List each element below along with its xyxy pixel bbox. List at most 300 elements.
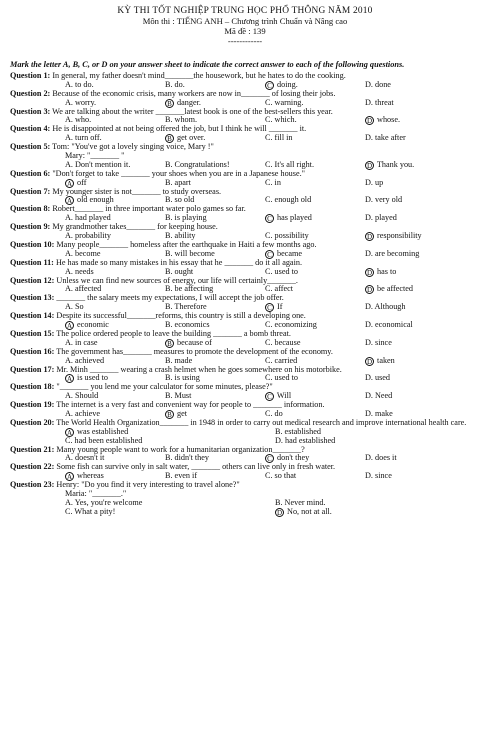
answer-option[interactable] [365,303,465,312]
answer-option-text: D. played [365,213,397,223]
circled-answer-letter: A [66,179,73,188]
question-dialogue-line: Maria: "_______." [65,488,127,498]
answer-option[interactable] [65,285,165,294]
answer-option[interactable] [65,214,165,223]
answer-option-text: D. had established [275,435,336,445]
question-item [10,108,480,126]
circled-answer-letter: C [265,250,274,259]
answer-option[interactable] [365,81,465,90]
question-text: Unless we can find new sources of energy, our life will certainly_______. [54,276,298,285]
question-text: Despite its successful_______reforms, this country is still a developing one. [54,312,306,321]
circled-answer-letter: D [366,357,373,366]
answer-option-text: D. are becoming [365,248,420,258]
answer-option-text: A. Should [65,391,99,401]
answer-option-text: old enough [75,195,114,205]
circled-answer-letter: C [265,303,274,312]
answer-option[interactable] [165,303,265,312]
answer-option[interactable] [365,321,465,330]
answer-option[interactable] [65,179,165,188]
question-number: Question 2: [10,89,51,98]
question-item [10,366,480,384]
answer-option-text: D. very old [365,195,403,205]
question-item [10,419,480,446]
circled-answer-letter: D [366,117,373,126]
answer-options-row [10,232,480,241]
question-text: _______ the salary meets my expectations, I will accept the job offer. [54,294,284,303]
answer-option[interactable] [265,179,365,188]
answer-option-text: D. threat [365,97,394,107]
question-item [10,125,480,143]
circled-answer-letter: C [265,392,274,401]
answer-option-text: B. Never mind. [275,497,326,507]
question-text: The internet is a very fast and convenient way for people to _______ information. [54,401,325,410]
answer-option[interactable] [65,232,165,241]
answer-option[interactable] [165,410,265,419]
answer-option-text: A. affected [65,284,102,294]
answer-option-text: A. who. [65,115,92,125]
circled-answer-letter: A [66,321,73,330]
answer-option-text: C. do [265,408,283,418]
answer-option-text: B. ability [165,230,196,240]
answer-option[interactable] [165,339,265,348]
question-number: Question 6: [10,169,51,178]
answer-option[interactable] [65,116,165,125]
answer-option[interactable] [365,357,465,366]
answer-options-row [10,357,480,366]
answer-option[interactable] [165,179,265,188]
answer-option[interactable] [65,196,165,205]
question-number: Question 5: [10,143,51,152]
answer-option[interactable] [365,454,465,463]
answer-option-text: danger. [175,97,201,107]
answer-option[interactable] [265,285,365,294]
question-item [10,330,480,348]
answer-options-row [10,508,480,517]
circled-answer-letter: C [265,81,274,90]
question-item [10,463,480,481]
answer-option[interactable] [365,285,465,294]
answer-option[interactable] [265,196,365,205]
question-item [10,294,480,312]
circled-answer-letter: B [165,410,174,419]
answer-option-text: responsibility [375,230,422,240]
circled-answer-letter: A [66,197,73,206]
answer-option[interactable] [65,250,165,259]
answer-option-text: B. made [165,355,193,365]
answer-option-text: D. take after [365,133,406,143]
question-text: "_______ you lend me your calculator for some minutes, please?" [54,383,273,392]
question-text: The government has_______ measures to promote the development of the economy. [54,347,333,356]
answer-option-text: A. to do. [65,79,94,89]
answer-option-text: A. Don't mention it. [65,159,131,169]
circled-answer-letter: B [165,99,174,108]
answer-option[interactable] [275,508,485,517]
question-item [10,383,480,401]
exam-subject: Môn thi : TIẾNG ANH – Chương trình Chuẩn và Nâng cao [142,16,348,26]
answer-option-text: whereas [75,471,104,481]
question-number: Question 18: [10,383,55,392]
answer-option[interactable] [65,392,165,401]
answer-option-text: A. become [65,248,101,258]
answer-option[interactable] [365,250,465,259]
answer-option[interactable] [165,472,265,481]
answer-option[interactable] [265,116,365,125]
answer-option[interactable] [65,454,165,463]
answer-option[interactable] [65,339,165,348]
answer-option[interactable] [265,357,365,366]
answer-options-row [10,196,480,205]
answer-option-text: B. whom. [165,115,198,125]
answer-option[interactable] [265,268,365,277]
answer-option-text: A. turn off. [65,133,102,143]
answer-options-row [10,303,480,312]
exam-code: Mã đề : 139 [224,26,266,36]
answer-option[interactable] [265,472,365,481]
answer-option[interactable] [65,268,165,277]
answer-options-row [10,250,480,259]
answer-option[interactable] [265,250,365,259]
question-number: Question 15: [10,329,55,338]
circled-answer-letter: B [165,134,174,143]
question-item [10,90,480,108]
answer-option[interactable] [165,196,265,205]
answer-option-text: B. didn't they [165,453,210,463]
answer-option[interactable] [365,179,465,188]
answer-option-text: taken [375,355,395,365]
question-number: Question 23: [10,481,55,490]
answer-option-text: B. do. [165,79,185,89]
answer-option-text: was established [75,426,129,436]
answer-option-text: get [175,408,188,418]
answer-option-text: C. had been established [65,435,143,445]
question-item [10,188,480,206]
answer-option[interactable] [165,268,265,277]
answer-option-text: B. is playing [165,213,207,223]
answer-option-text: C. because [265,337,301,347]
answer-option-text: Thank you. [375,159,415,169]
question-number: Question 3: [10,107,51,116]
question-number: Question 9: [10,223,51,232]
answer-option-text: get over. [175,133,206,143]
answer-option[interactable] [265,410,365,419]
answer-option[interactable] [65,81,165,90]
question-number: Question 14: [10,312,55,321]
question-item [10,401,480,419]
circled-answer-letter: D [366,161,373,170]
question-list [10,72,480,517]
answer-option-text: has played [275,213,312,223]
circled-answer-letter: C [265,454,274,463]
question-number: Question 20: [10,418,55,427]
answer-options-row [10,374,480,383]
circled-answer-letter: D [366,268,373,277]
circled-answer-letter: C [265,214,274,223]
answer-option[interactable] [365,374,465,383]
answer-option-text: A. probability [65,230,111,240]
question-number: Question 13: [10,294,55,303]
answer-option-text: D. done [365,79,391,89]
answer-options-row [10,268,480,277]
answer-option-text: economic [75,319,109,329]
answer-option[interactable] [165,357,265,366]
answer-option[interactable] [65,374,165,383]
answer-option[interactable] [165,250,265,259]
answer-option-text: C. affect [265,284,294,294]
circled-answer-letter: D [276,508,283,517]
question-item [10,446,480,464]
answer-option-text: B. so old [165,195,195,205]
answer-option-text: D. up [365,177,384,187]
answer-option-text: whose. [375,115,401,125]
answer-options-row [10,116,480,125]
question-item [10,72,480,90]
answer-option-text: doing. [275,79,298,89]
answer-option-text: D. make [365,408,393,418]
answer-option-text: No, not at all. [285,506,332,516]
question-item [10,223,480,241]
question-number: Question 1: [10,72,51,80]
question-number: Question 21: [10,445,55,454]
answer-option[interactable] [365,116,465,125]
answer-option-text: B. even if [165,471,198,481]
question-item [10,170,480,188]
answer-option-text: B. Must [165,391,192,401]
question-number: Question 4: [10,125,51,134]
answer-option-text: C. so that [265,471,297,481]
answer-option-text: D. economical [365,319,413,329]
answer-option-text: A. had played [65,213,111,223]
question-text: Robert_______ in three important water polo games so far. [50,205,246,214]
answer-options-row [10,321,480,330]
answer-option[interactable] [265,214,365,223]
question-number: Question 10: [10,240,55,249]
answer-options-row [10,285,480,294]
answer-option[interactable] [165,99,265,108]
answer-option-text: don't they [275,453,310,463]
answer-options-row [10,339,480,348]
question-text: Henry: "Do you find it very interesting to travel alone?" [54,481,240,490]
answer-option-text: C. It's all right. [265,159,315,169]
answer-option-text: D. Need [365,391,393,401]
answer-option-text: If [275,302,283,312]
answer-options-row [10,214,480,223]
answer-option-text: C. fill in [265,133,293,143]
answer-option-text: D. since [365,471,392,481]
question-text: My grandmother takes_______ for keeping house. [50,223,218,232]
answer-option-text: C. warning. [265,97,304,107]
answer-option-text: D. does it [365,453,397,463]
question-text: Because of the economic crisis, many workers are now in_______ of losing their jobs. [50,89,336,98]
circled-answer-letter: A [66,473,73,482]
circled-answer-letter: A [66,428,73,437]
answer-option-text: B. Congratulations! [165,159,230,169]
question-item [10,348,480,366]
answer-option[interactable] [265,374,365,383]
question-text: Many people_______ homeless after the earthquake in Haiti a few months ago. [54,240,317,249]
answer-option[interactable] [275,437,485,446]
answer-options-row [10,454,480,463]
answer-option[interactable] [165,81,265,90]
answer-option[interactable] [65,472,165,481]
answer-option-text: B. apart [165,177,191,187]
question-text: My younger sister is not_______ to study overseas. [50,187,222,196]
answer-option[interactable] [265,321,365,330]
answer-option-text: C. used to [265,373,298,383]
question-text: He has made so many mistakes in his essay that he _______ do it all again. [53,258,302,267]
instruction-text: Mark the letter A, B, C, or D on your answer sheet to indicate the correct answer to each of the following questions. [10,60,405,69]
answer-option[interactable] [65,134,165,143]
answer-option-text: became [275,248,303,258]
question-number: Question 7: [10,187,51,196]
question-number: Question 12: [10,276,55,285]
answer-option-text: A. doesn't it [65,453,105,463]
question-text: "Don't forget to take _______ your shoes when you are in a Japanese house." [50,169,305,178]
question-item [10,143,480,170]
question-item [10,259,480,277]
answer-option-text: B. be affecting [165,284,214,294]
answer-option-text: C. possibility [265,230,309,240]
answer-option[interactable] [365,134,465,143]
answer-option-text: B. established [275,426,321,436]
question-item [10,481,480,516]
answer-option-text: B. will become [165,248,215,258]
answer-option[interactable] [365,392,465,401]
answer-option[interactable] [165,214,265,223]
answer-options-row [10,81,480,90]
answer-option-text: A. needs [65,266,94,276]
answer-option-text: B. Therefore [165,302,207,312]
answer-options-row [10,392,480,401]
answer-option[interactable] [265,134,365,143]
answer-option[interactable] [165,392,265,401]
answer-option-text: C. carried [265,355,298,365]
question-text: We are talking about the writer _______latest book is one of the best-sellers this year. [50,107,333,116]
answer-option-text: B. ought [165,266,194,276]
question-number: Question 19: [10,401,55,410]
answer-option[interactable] [265,303,365,312]
answer-option-text: C. economizing [265,319,317,329]
answer-option[interactable] [65,508,275,517]
answer-option-text: is used to [75,373,108,383]
answer-option[interactable] [165,454,265,463]
question-item [10,312,480,330]
answer-option-text: be affected [375,284,414,294]
answer-option[interactable] [65,410,165,419]
question-text: In general, my father doesn't mind_______the housework, but he hates to do the cooking. [50,72,346,80]
answer-option-text: B. economics [165,319,210,329]
answer-option[interactable] [265,392,365,401]
answer-option-text: C. What a pity! [65,506,116,516]
answer-option[interactable] [165,134,265,143]
answer-option[interactable] [65,161,165,170]
answer-option[interactable] [365,161,465,170]
answer-option-text: B. is using [165,373,200,383]
answer-option[interactable] [165,232,265,241]
question-item [10,277,480,295]
answer-option[interactable] [265,99,365,108]
answer-option[interactable] [365,472,465,481]
question-text: Tom: "You've got a lovely singing voice, Mary !" [50,143,214,152]
answer-option-text: A. Yes, you're welcome [65,497,143,507]
answer-options-row [10,161,480,170]
question-item [10,205,480,223]
answer-options-row [10,410,480,419]
answer-option-text: A. in case [65,337,98,347]
answer-options-row [10,99,480,108]
answer-option[interactable] [65,357,165,366]
answer-option[interactable] [165,285,265,294]
answer-option-text: C. used to [265,266,298,276]
exam-title: KỲ THI TỐT NGHIỆP TRUNG HỌC PHỔ THÔNG NĂM 2010 [117,6,373,16]
answer-options-row [10,472,480,481]
answer-option-text: C. which. [265,115,297,125]
exam-header [10,0,480,46]
answer-option[interactable] [165,161,265,170]
question-number: Question 8: [10,205,51,214]
circled-answer-letter: A [66,375,73,384]
answer-option-text: off [75,177,87,187]
answer-option[interactable] [165,321,265,330]
answer-option-text: has to [375,266,397,276]
answer-options-row [10,134,480,143]
question-number: Question 17: [10,365,55,374]
question-text: Some fish can survive only in salt water, _______ others can live only in fresh water. [54,463,336,472]
answer-options-row [10,437,480,446]
answer-option-text: D. used [365,373,391,383]
answer-option[interactable] [265,454,365,463]
question-number: Question 16: [10,347,55,356]
answer-option-text: A. achieve [65,408,101,418]
answer-options-row [10,179,480,188]
circled-answer-letter: B [165,339,174,348]
answer-option-text: D. since [365,337,392,347]
question-dialogue-line: Mary: "_______ " [65,150,125,160]
answer-option-text: Will [275,391,292,401]
circled-answer-letter: D [366,232,373,241]
answer-option[interactable] [365,196,465,205]
answer-option[interactable] [365,339,465,348]
answer-option[interactable] [165,116,265,125]
answer-option[interactable] [265,232,365,241]
answer-option[interactable] [65,303,165,312]
answer-option[interactable] [165,374,265,383]
answer-option[interactable] [265,81,365,90]
question-number: Question 11: [10,258,54,267]
question-text: The police ordered people to leave the building _______ a bomb threat. [54,329,291,338]
answer-option[interactable] [65,99,165,108]
answer-option[interactable] [265,339,365,348]
answer-option-text: A. So [65,302,84,312]
answer-option-text: A. achieved [65,355,105,365]
answer-option[interactable] [365,99,465,108]
answer-option[interactable] [365,268,465,277]
answer-option[interactable] [365,214,465,223]
answer-option-text: because of [175,337,212,347]
answer-option[interactable] [65,321,165,330]
answer-option[interactable] [365,232,465,241]
question-text: The World Health Organization_______ in 1948 in order to carry out medical research and improve international health care. [54,418,467,427]
answer-option[interactable] [365,410,465,419]
question-item [10,241,480,259]
answer-option-text: C. in [265,177,281,187]
answer-option-text: C. enough old [265,195,312,205]
question-text: Mr. Minh _______ wearing a crash helmet when he goes somewhere on his motorbike. [54,365,342,374]
answer-option[interactable] [265,161,365,170]
question-number: Question 22: [10,463,55,472]
answer-option[interactable] [65,437,275,446]
question-text: Many young people want to work for a humanitarian organization_______? [54,445,305,454]
circled-answer-letter: D [366,286,373,295]
